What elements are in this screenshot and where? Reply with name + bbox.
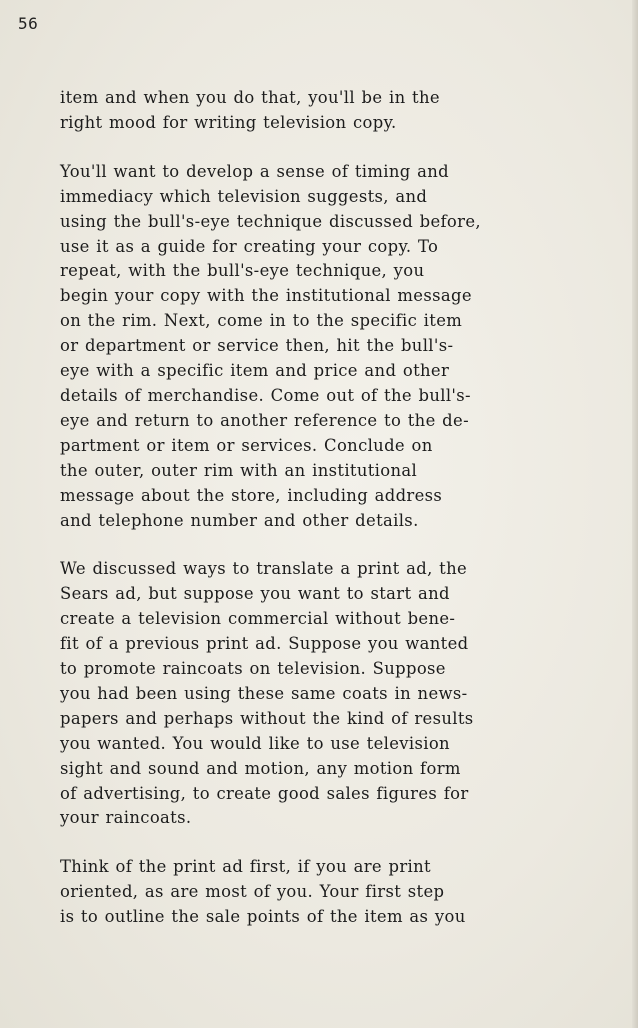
text-line: You'll want to develop a sense of timing and	[60, 161, 450, 181]
text-line: repeat, with the bull's-eye technique, you	[60, 261, 425, 281]
paragraph-4	[60, 855, 600, 930]
text-line: papers and perhaps without the kind of results	[60, 708, 474, 728]
text-line: you had been using these same coats in news-	[60, 683, 468, 703]
text-line: to promote raincoats on television. Suppose	[60, 659, 446, 679]
text-line: or department or service then, hit the bull's-	[60, 336, 454, 356]
text-line: item and when you do that, you'll be in the	[60, 88, 440, 107]
text-line: you wanted. You would like to use television	[60, 733, 450, 753]
text-line: your raincoats.	[60, 808, 192, 828]
paragraph-3	[60, 557, 600, 831]
text-line: We discussed ways to translate a print ad, the	[60, 559, 468, 579]
text-line: right mood for writing television copy.	[60, 112, 397, 132]
text-line: Sears ad, but suppose you want to start and	[60, 584, 450, 604]
text-line: of advertising, to create good sales figures for	[60, 783, 469, 803]
paragraph-2	[60, 160, 600, 534]
text-line: the outer, outer rim with an institutional	[60, 460, 418, 480]
body-text	[60, 86, 600, 954]
text-line: oriented, as are most of you. Your first step	[60, 882, 445, 902]
text-line: fit of a previous print ad. Suppose you wanted	[60, 634, 469, 654]
text-line: sight and sound and motion, any motion form	[60, 758, 461, 778]
text-line: begin your copy with the institutional message	[60, 286, 472, 306]
text-line: immediacy which television suggests, and	[60, 186, 428, 206]
text-line: message about the store, including address	[60, 485, 443, 505]
page-number: 56	[18, 14, 39, 33]
text-line: using the bull's-eye technique discussed before,	[60, 211, 481, 231]
text-line: partment or item or services. Conclude on	[60, 435, 433, 455]
text-line: create a television commercial without bene-	[60, 609, 456, 629]
text-line: is to outline the sale points of the item as you	[60, 907, 466, 927]
text-line: and telephone number and other details.	[60, 510, 419, 530]
text-line: eye with a specific item and price and other	[60, 361, 450, 381]
text-line: use it as a guide for creating your copy. To	[60, 236, 439, 256]
text-line: eye and return to another reference to the de-	[60, 410, 469, 430]
text-line: details of merchandise. Come out of the bull's-	[60, 385, 471, 405]
text-line: on the rim. Next, come in to the specific item	[60, 311, 463, 331]
page-edge-shadow	[632, 0, 638, 1028]
paragraph-1	[60, 86, 600, 136]
text-line: Think of the print ad first, if you are print	[60, 857, 431, 877]
